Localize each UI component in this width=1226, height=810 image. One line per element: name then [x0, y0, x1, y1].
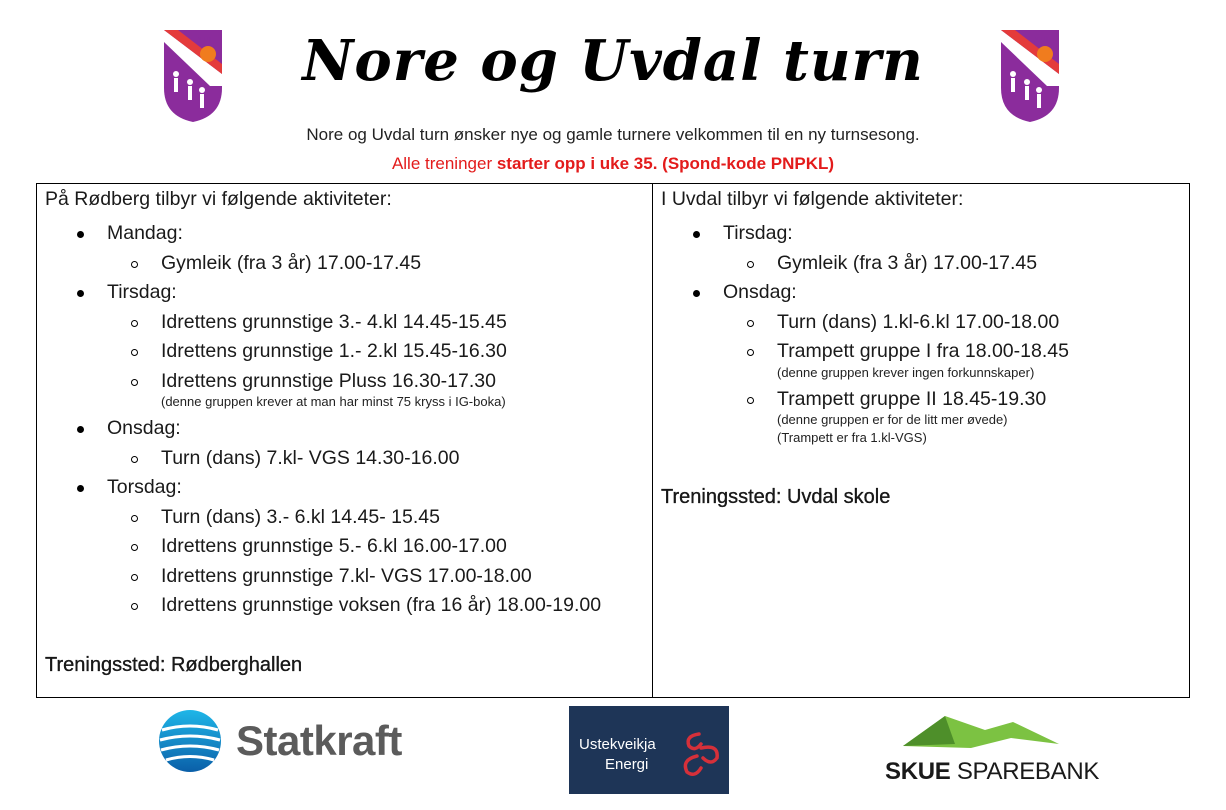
- uvdal-place: Treningssted: Uvdal skole: [661, 486, 891, 508]
- skue-hill-icon: [901, 714, 1061, 750]
- rodberg-column: [37, 184, 653, 697]
- activity-text: Trampett gruppe II 18.45-19.30: [777, 387, 1047, 410]
- rodberg-days: [45, 219, 644, 621]
- start-notice-plain: Alle treninger: [391, 154, 497, 173]
- schedule-table: [36, 183, 1190, 698]
- day-label: Onsdag:: [723, 281, 797, 303]
- activity-note: (denne gruppen krever at man har minst 75 kryss i IG-boka): [161, 394, 506, 409]
- activity-text: Trampett gruppe I fra 18.00-18.45: [777, 340, 1069, 362]
- day-item: [73, 473, 644, 621]
- activity-item: Gymleik (fra 3 år) 17.00-17.45: [743, 249, 1181, 279]
- day-item: [73, 278, 644, 410]
- ustekveikja-logo: [569, 706, 729, 794]
- activity-note: (Trampett er fra 1.kl-VGS): [777, 430, 927, 445]
- logo-text: NUIL: [1033, 35, 1054, 45]
- activity-item: [743, 337, 1181, 381]
- day-label: Onsdag:: [107, 417, 181, 439]
- start-notice-bold: starter opp i uke 35. (Spond-kode PNPKL): [496, 154, 835, 173]
- skue-wordmark-bold: SKUE: [885, 758, 951, 785]
- activity-item: [127, 367, 644, 411]
- activity-item: Turn (dans) 3.- 6.kl 14.45- 15.45: [127, 503, 644, 533]
- day-item: [689, 219, 1181, 278]
- skue-wordmark-rest: SPAREBANK: [950, 758, 1100, 785]
- day-label: Mandag:: [107, 222, 183, 244]
- day-label: Torsdag:: [107, 476, 182, 498]
- page-title: Nore og Uvdal turn: [302, 28, 924, 94]
- activity-note: (denne gruppen krever ingen forkunnskaper): [777, 364, 1035, 380]
- activity-item: [743, 385, 1181, 447]
- uvdal-days: [661, 219, 1181, 446]
- activity-item: Gymleik (fra 3 år) 17.00-17.45: [127, 249, 644, 279]
- day-label: Tirsdag:: [723, 222, 793, 244]
- day-item: [689, 278, 1181, 446]
- rodberg-place: Treningssted: Rødberghallen: [45, 654, 303, 676]
- logo-text: NUIL: [196, 35, 217, 45]
- day-item: [73, 219, 644, 278]
- intro-text: Nore og Uvdal turn ønsker nye og gamle turnere velkommen til en ny turnsesong.: [306, 125, 920, 144]
- rodberg-heading: På Rødberg tilbyr vi følgende aktiviteter:: [45, 188, 392, 210]
- ustek-swirl-icon: [675, 726, 725, 780]
- statkraft-wordmark: Statkraft: [236, 717, 402, 764]
- skue-sparebank-logo: [885, 714, 1100, 790]
- statkraft-logo: [158, 704, 408, 778]
- day-label: Tirsdag:: [107, 281, 177, 303]
- activity-note: (denne gruppen er for de litt mer øvede): [777, 412, 1008, 427]
- ustek-line2: Energi: [605, 756, 649, 773]
- activity-item: Idrettens grunnstige 1.- 2.kl 15.45-16.30: [127, 337, 644, 367]
- start-notice: [0, 154, 1226, 174]
- uvdal-heading: I Uvdal tilbyr vi følgende aktiviteter:: [661, 188, 964, 210]
- activity-item: Turn (dans) 1.kl-6.kl 17.00-18.00: [743, 308, 1181, 338]
- day-item: [73, 414, 644, 473]
- statkraft-globe-icon: [158, 708, 222, 774]
- ustek-line1: Ustekveikja: [579, 736, 656, 753]
- activity-item: Turn (dans) 7.kl- VGS 14.30-16.00: [127, 444, 644, 474]
- activity-item: Idrettens grunnstige 7.kl- VGS 17.00-18.00: [127, 562, 644, 592]
- uvdal-column: [653, 184, 1189, 697]
- activity-item: Idrettens grunnstige voksen (fra 16 år) 18.00-19.00: [127, 591, 644, 621]
- activity-item: Idrettens grunnstige 5.- 6.kl 16.00-17.00: [127, 532, 644, 562]
- activity-text: Idrettens grunnstige Pluss 16.30-17.30: [161, 369, 496, 392]
- skue-wordmark: [885, 758, 1099, 786]
- activity-item: Idrettens grunnstige 3.- 4.kl 14.45-15.45: [127, 308, 644, 338]
